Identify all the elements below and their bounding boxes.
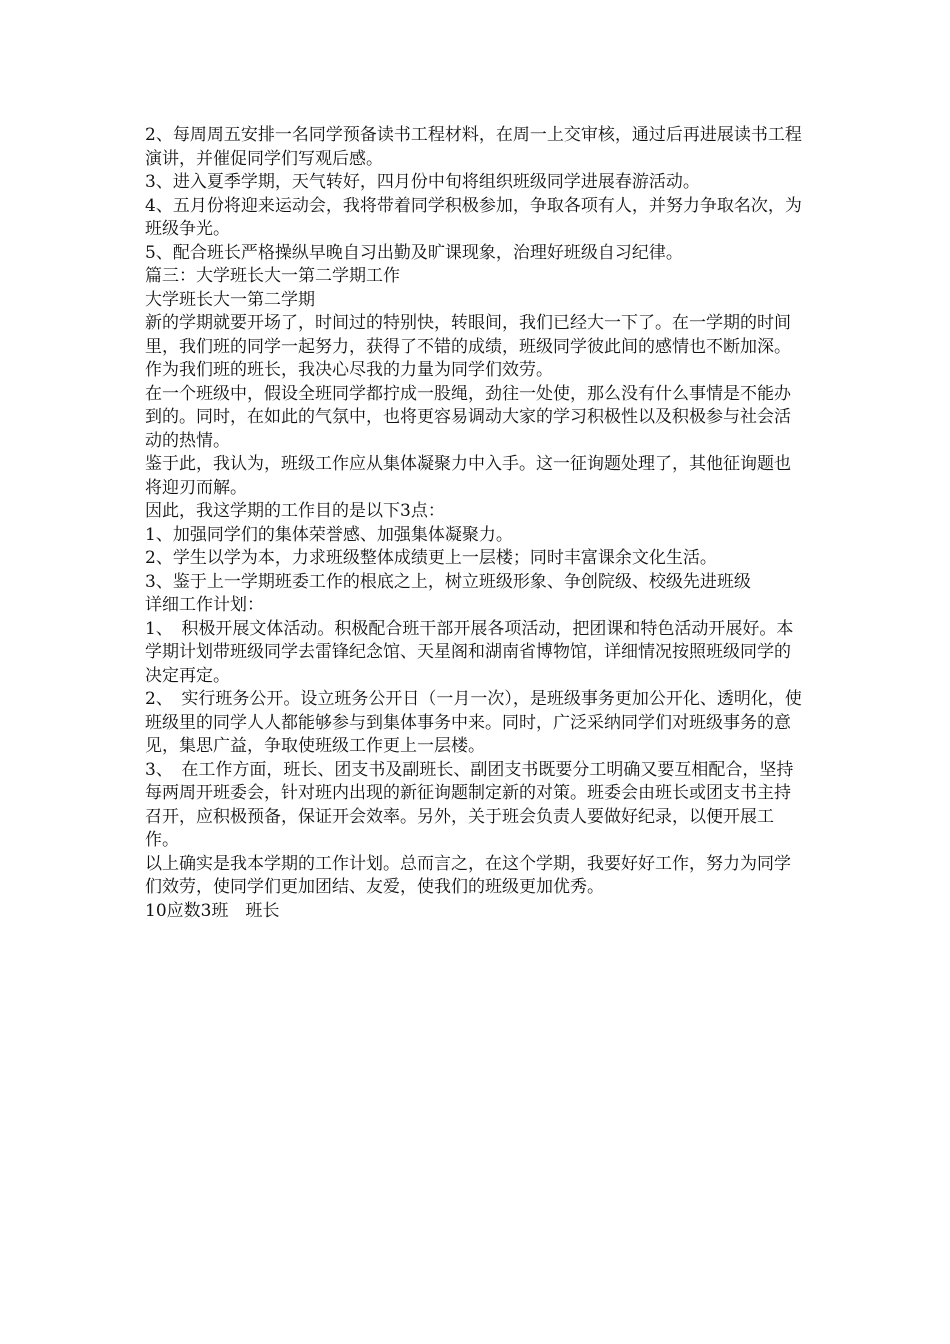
section-subtitle: 大学班长大一第二学期 [145, 289, 315, 310]
paragraph-conclusion: 以上确实是我本学期的工作计划。总而言之，在这个学期，我要好好工作，努力为同学们效劳，使同学们更加团结、友爱，使我们的班级更加优秀。 [145, 853, 791, 897]
paragraph-class-unity: 在一个班级中，假设全班同学都拧成一股绳，劲往一处使，那么没有什么事情是不能办到的。同时，在如此的气氛中，也将更容易调动大家的学习积极性以及积极参与社会活动的热情。 [145, 383, 791, 451]
paragraph-cohesion: 鉴于此，我认为，班级工作应从集体凝聚力中入手。这一征询题处理了，其他征询题也将迎刃而解。 [145, 454, 791, 498]
paragraph-reading-project: 2、每周周五安排一名同学预备读书工程材料，在周一上交审核，通过后再进展读书工程演讲，并催促同学们写观后感。 [145, 125, 802, 169]
goal-item-2: 2、学生以学为本，力求班级整体成绩更上一层楼；同时丰富课余文化生活。 [145, 548, 717, 568]
plan-item-3: 3、 在工作方面，班长、团支书及副班长、副团支书既要分工明确又要互相配合，坚持每两周开班委会，针对班内出现的新征询题制定新的对策。班委会由班长或团支书主持召开，应积极预备，保证开会效率。另外，关于班会负责人要做好纪录，以便开展工作。 [145, 759, 794, 850]
paragraph-sports-meet: 4、五月份将迎来运动会，我将带着同学积极参加，争取各项有人，并努力争取名次，为班级争光。 [145, 195, 802, 239]
plan-item-1: 1、 积极开展文体活动。积极配合班干部开展各项活动，把团课和特色活动开展好。本学期计划带班级同学去雷锋纪念馆、天星阁和湖南省博物馆，详细情况按照班级同学的决定再定。 [145, 618, 794, 686]
section-heading: 篇三：大学班长大一第二学期工作 [145, 266, 400, 286]
paragraph-intro: 新的学期就要开场了，时间过的特别快，转眼间，我们已经大一下了。在一学期的时间里，我们班的同学一起努力，获得了不错的成绩，班级同学彼此间的感情也不断加深。作为我们班的班长，我决心尽我的力量为同学们效劳。 [145, 313, 791, 380]
document-body [145, 124, 807, 923]
paragraph-spring-outing: 3、进入夏季学期，天气转好，四月份中旬将组织班级同学进展春游活动。 [145, 172, 700, 192]
plan-heading: 详细工作计划： [145, 595, 264, 615]
signature-line: 10应数3班 班长 [145, 900, 280, 921]
goal-item-3: 3、鉴于上一学期班委工作的根底之上，树立班级形象、争创院级、校级先进班级 [145, 571, 751, 592]
paragraph-study-discipline: 5、配合班长严格操纵早晚自习出勤及旷课现象，治理好班级自习纪律。 [145, 242, 683, 263]
plan-item-2: 2、 实行班务公开。设立班务公开日（一月一次），是班级事务更加公开化、透明化，使班级里的同学人人都能够参与到集体事务中来。同时，广泛采纳同学们对班级事务的意见，集思广益，争取使班级工作更上一层楼。 [145, 689, 802, 756]
goal-item-1: 1、加强同学们的集体荣誉感、加强集体凝聚力。 [145, 524, 513, 545]
paragraph-goals-intro: 因此，我这学期的工作目的是以下3点： [145, 501, 445, 521]
